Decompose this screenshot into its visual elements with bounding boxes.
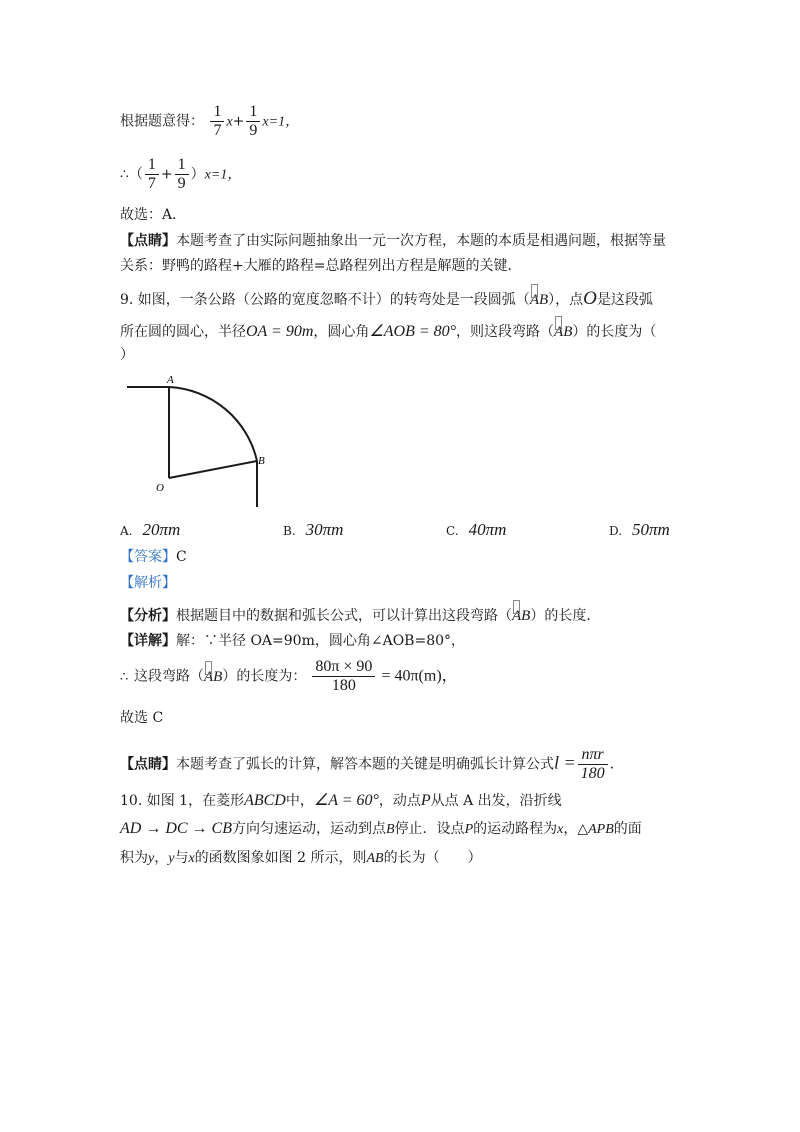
- q9-comment-line: 【点睛】本题考查了弧长的计算，解答本题的关键是明确弧长计算公式l = $\frac{\text{nπr}}{180}$ ．: [120, 746, 624, 782]
- q8-comment-line1: 【点睛】本题考查了由实际问题抽象出一元一次方程，本题的本质是相遇问题，根据等量: [120, 233, 666, 249]
- option-d[interactable]: D. 50πm: [609, 520, 670, 539]
- answer-label: 【答案】: [120, 549, 176, 565]
- road-arc: [169, 387, 257, 461]
- road-arc-figure: [120, 370, 280, 510]
- q8-line2-suffix: x=1，: [204, 167, 242, 183]
- detail-therefore: ∴: [120, 670, 129, 685]
- radius-ob: [169, 461, 257, 478]
- label-o: O: [156, 482, 164, 494]
- q9-stem-line3: ）: [120, 347, 134, 363]
- fraction-one-seventh-2: $\frac{1}{7}$: [145, 156, 159, 193]
- arc-ab-symbol-3: AB: [512, 602, 530, 626]
- arc-ab-symbol-4: AB: [204, 663, 222, 687]
- detail-line: 【详解】解：∵半径 OA=90m，圆心角∠AOB=80°，: [120, 633, 466, 649]
- option-c[interactable]: C. 40πm: [446, 520, 507, 539]
- q8-line1-prefix: 根据题意得：: [120, 113, 204, 130]
- q9-answer-line: [120, 547, 187, 567]
- q9-stem-line2: 所在圆的圆心，半径OA = 90m，圆心角∠AOB = 80°，则这段弯路（AB）的长度为（: [120, 318, 656, 342]
- radius-equation: OA = 90m: [246, 323, 314, 340]
- q10-line2: AD → DC → CB方向匀速运动，运动到点B停止．设点P的运动路程为x，△APB的面: [120, 820, 642, 837]
- formula-fraction: $\frac{\text{nπr}}{180}$: [578, 746, 608, 783]
- point-o: O: [583, 288, 597, 309]
- q8-choose: 故选：A．: [120, 207, 187, 223]
- q8-comment-line2: 关系：野鸭的路程+大雁的路程=总路程列出方程是解题的关键．: [120, 258, 522, 274]
- option-b[interactable]: B. 30πm: [283, 520, 344, 539]
- analysis-label: 【解析】: [120, 575, 176, 591]
- fraction-one-ninth: $\frac{1}{9}$: [246, 103, 260, 140]
- q8-equation-line: [120, 103, 299, 140]
- q10-line1: 10. 如图 1，在菱形ABCD中，∠A = 60°，动点P从点 A 出发，沿折线: [120, 792, 562, 809]
- answer-value: C: [176, 549, 187, 565]
- q10-line3: 积为y，y与x的函数图象如图 2 所示，则AB的长为（ ）: [120, 850, 482, 866]
- arc-ab-symbol: AB: [530, 286, 548, 310]
- arc-ab-symbol-2: AB: [554, 318, 572, 342]
- comment-label: 【点睛】: [120, 233, 176, 249]
- q9-choose: 故选 C: [120, 710, 164, 726]
- plus-sign: +: [232, 113, 245, 130]
- q9-stem-line1: 9. 如图，一条公路（公路的宽度忽略不计）的转弯处是一段圆弧（AB），点O是这段弧: [120, 288, 653, 309]
- fenxi-line: 【分析】根据题目中的数据和弧长公式，可以计算出这段弯路（AB）的长度．: [120, 602, 600, 626]
- angle-equation: ∠AOB = 80°: [369, 323, 457, 340]
- calc-result: = 40π(m)，: [381, 667, 458, 685]
- var-x: x: [226, 114, 233, 130]
- q8-line1-suffix: x=1，: [262, 114, 300, 130]
- fraction-one-ninth-2: $\frac{1}{9}$: [175, 156, 189, 193]
- therefore-symbol: ∴: [120, 166, 129, 183]
- label-a: A: [167, 374, 174, 386]
- q8-therefore-line: ∴（ $\frac{1}{7}$ + $\frac{1}{9}$ ）x=1，: [120, 156, 242, 192]
- label-b: B: [258, 455, 265, 467]
- detail-calc-line: 这段弯路（AB）的长度为： $\frac{80\pi \times 90}{180}$ = 40π(m)，: [134, 658, 458, 694]
- formula-l: l =: [554, 752, 576, 773]
- calc-fraction: $\frac{80\pi \times 90}{180}$: [312, 658, 375, 695]
- option-a[interactable]: A. 20πm: [120, 520, 181, 539]
- fraction-one-seventh: $\frac{1}{7}$: [210, 103, 224, 140]
